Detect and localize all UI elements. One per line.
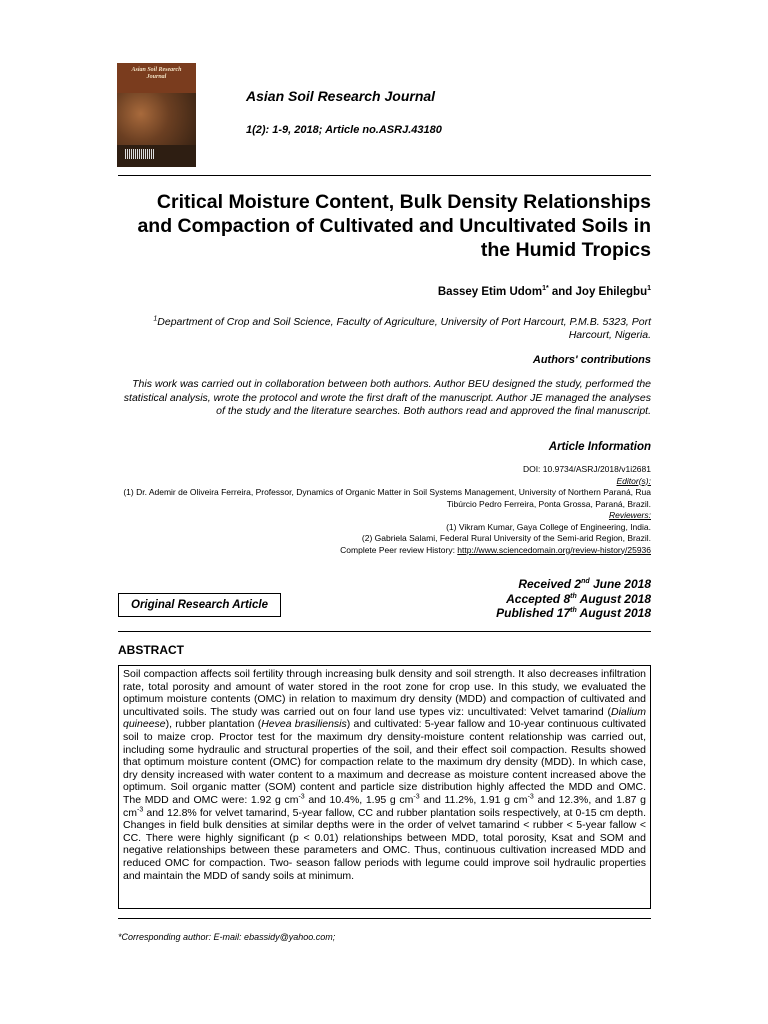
- article-info-heading: Article Information: [548, 441, 651, 453]
- abstract-box: [118, 665, 651, 909]
- affiliation: [130, 316, 651, 342]
- publication-dates: [400, 577, 651, 621]
- reviewer-1: (1) Vikram Kumar, Gaya College of Engineering, India.: [446, 521, 651, 532]
- doi: DOI: 10.9734/ASRJ/2018/v1i2681: [522, 464, 651, 474]
- cover-title: Asian Soil Research Journal: [131, 67, 182, 80]
- cover-soil-photo: [117, 93, 196, 145]
- header-rule: [118, 175, 651, 176]
- author-1-marker: 1*: [542, 285, 549, 293]
- species-2: Hevea brasiliensis: [261, 718, 347, 731]
- editor-1: (1) Dr. Ademir de Oliveira Ferreira, Professor, Dynamics of Organic Matter in Soil Systems Management, University of Northern Paraná, Rua Tibúrcio Pedro Ferreira, Ponta Grossa, Paraná, Brazil.: [123, 487, 651, 509]
- footnote-rule: [118, 918, 651, 919]
- editors-label: Editor(s):: [616, 475, 651, 486]
- article-type-box: Original Research Article: [118, 593, 281, 617]
- reviewers-label: Reviewers:: [608, 510, 651, 520]
- citation-line: 1(2): 1-9, 2018; Article no.ASRJ.43180: [246, 124, 442, 136]
- species-1: Dialium quineese: [123, 705, 646, 731]
- author-1: Bassey Etim Udom: [437, 286, 543, 298]
- review-history: [118, 545, 651, 557]
- affiliation-marker: 1: [153, 315, 158, 323]
- accepted-date: Accepted 8th August 2018: [506, 591, 651, 606]
- received-date: Received 2nd June 2018: [518, 577, 651, 591]
- reviewer-2: (2) Gabriela Salami, Federal Rural University of the Semi-arid Region, Brazil.: [361, 533, 651, 543]
- abstract-top-rule: [118, 631, 651, 632]
- contributions-heading: Authors' contributions: [532, 354, 651, 366]
- journal-name: Asian Soil Research Journal: [246, 88, 436, 104]
- review-history-link[interactable]: http://www.sciencedomain.org/review-history/25936: [457, 544, 651, 555]
- review-history-label: Complete Peer review History:: [340, 544, 458, 555]
- affiliation-text: Department of Crop and Soil Science, Faculty of Agriculture, University of Port Harcourt, P.M.B. 5323, Port Harcourt, Nigeria.: [157, 316, 651, 341]
- abstract-text: Soil compaction affects soil fertility through increasing bulk density and soil strength. It also decreases infiltration rate, total porosity and amount of water stored in the root zone for crop use. In this study, we evaluated the optimum moisture contents (OMC) in relation to maximum dry density (MDD) and compaction of cultivated and uncultivated soils. The study was carried out on four land use types viz: uncultivated: Velvet tamarind (Dialium quineese), rubber plantation (Hevea brasiliensis) and cultivated: 5-year fallow and 10-year continuous cultivated soil to maize crop. Proctor test for the maximum dry density-moisture content relationship was carried out, including some hydraulic and structural properties of the soil, and their effect soil compaction. Results showed that optimum moisture content (OMC) for compaction relate to the maximum dry density (MDD). In which case, dry density increased with water content to a maximum and decrease as moisture content increased above the optimum. Soil organic matter (SOM) content and particle size distribution highly affected the MDD and OMC. The MDD and OMC were: 1.92 g $cm^{-3}$ and 10.4%, 1.95 g $cm^{-3}$ and 11.2%, 1.91 g $cm^{-3}$ and 12.3%, and 1.87 g $cm^{-3}$ and 12.8% for velvet tamarind, 5-year fallow, CC and rubber plantation soils respectively, at 0-15 cm depth. Changes in field bulk densities at similar depths were in the order of velvet tamarind < rubber < 5-year fallow < CC. There were highly significant (p < 0.01) relationships between MDD, total porosity, Ksat and SOM and negative relationships between these parameters and OMC. Thus, continuous cultivation increased MDD and reduced OMC for compaction. Two- season fallow periods with legume could improve soil hydraulic properties and maintain the MDD of sandy soils at minimum.: [123, 668, 647, 882]
- journal-cover-image: [117, 63, 196, 167]
- author-2: and Joy Ehilegbu: [548, 286, 648, 298]
- article-title: Critical Moisture Content, Bulk Density Relationships and Compaction of Cultivated and Uncultivated Soils in the Humid Tropics: [137, 191, 651, 261]
- author-2-marker: 1: [647, 285, 651, 293]
- contributions-text: This work was carried out in collaboration between both authors. Author BEU designed the study, performed the statistical analysis, wrote the protocol and wrote the first draft of the manuscript. Author JE managed the analyses of the study and the literature searches. Both authors read and approved the final manuscript.: [123, 378, 651, 417]
- author-line: [118, 286, 651, 298]
- corresponding-author-footnote: *Corresponding author: E-mail: ebassidy@yahoo.com;: [118, 932, 336, 942]
- published-date: Published 17th August 2018: [496, 606, 651, 620]
- abstract-heading: ABSTRACT: [118, 643, 184, 657]
- article-info: [118, 464, 651, 556]
- cover-barcode: [125, 149, 155, 159]
